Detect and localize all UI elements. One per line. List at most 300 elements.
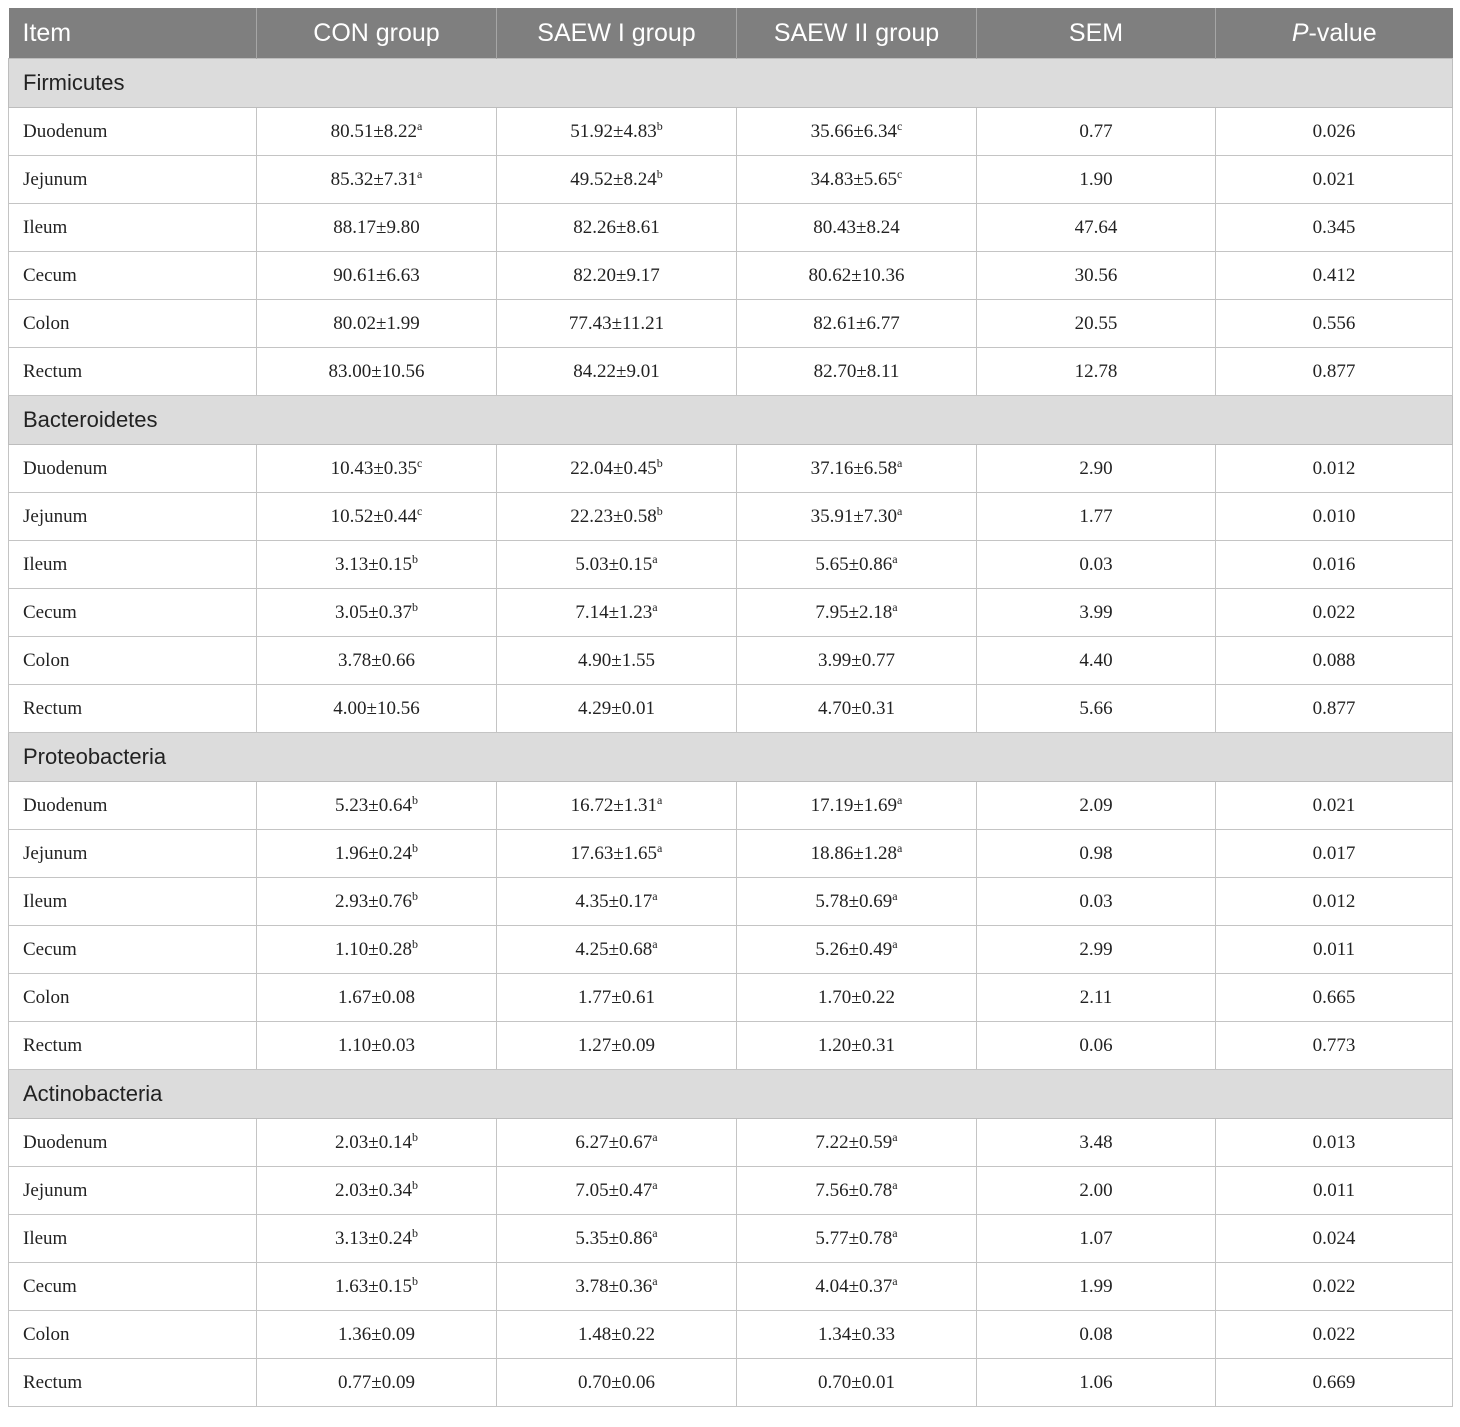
significance-letter: b [411,551,418,566]
header-saew-1-group: SAEW I group [497,8,737,59]
cell-item: Duodenum [9,108,257,156]
cell-value: 7.56±0.78 [815,1179,893,1201]
cell-item: Jejunum [9,830,257,878]
cell-item: Duodenum [9,782,257,830]
cell-sem: 4.40 [977,637,1216,685]
cell-sem: 20.55 [977,300,1216,348]
cell-p-value: 0.021 [1216,782,1453,830]
cell-saew-2 [737,685,977,733]
cell-saew-1 [497,156,737,204]
significance-letter: b [656,503,663,518]
cell-saew-1 [497,1167,737,1215]
table-row [9,348,1453,396]
cell-value: 84.22±9.01 [573,360,660,382]
cell-item: Colon [9,974,257,1022]
data-table-container [8,8,1452,1407]
cell-value: 1.48±0.22 [578,1323,655,1345]
cell-item: Jejunum [9,1167,257,1215]
significance-letter: a [892,551,898,566]
cell-value: 2.03±0.34 [335,1179,412,1201]
cell-p-value: 0.012 [1216,878,1453,926]
cell-saew-1 [497,685,737,733]
cell-p-value: 0.345 [1216,204,1453,252]
cell-item: Duodenum [9,1119,257,1167]
header-p-italic: P [1291,18,1309,47]
table-row [9,830,1453,878]
header-con-group: CON group [257,8,497,59]
significance-letter: b [411,888,418,903]
significance-letter: a [652,551,658,566]
table-row [9,1022,1453,1070]
cell-sem: 30.56 [977,252,1216,300]
cell-sem: 1.77 [977,493,1216,541]
cell-con [257,926,497,974]
cell-saew-1 [497,974,737,1022]
cell-item: Cecum [9,926,257,974]
cell-value: 22.04±0.45 [570,457,657,479]
cell-con [257,974,497,1022]
group-name: Proteobacteria [9,733,1453,782]
cell-value: 1.10±0.28 [335,938,412,960]
cell-sem: 2.11 [977,974,1216,1022]
cell-value: 1.63±0.15 [335,1275,412,1297]
significance-letter: a [897,840,903,855]
cell-saew-1 [497,252,737,300]
cell-value: 3.13±0.15 [335,553,412,575]
table-row [9,1215,1453,1263]
cell-sem: 2.09 [977,782,1216,830]
cell-value: 4.04±0.37 [815,1275,893,1297]
cell-value: 22.23±0.58 [570,505,657,527]
cell-value: 2.93±0.76 [335,890,412,912]
cell-sem: 1.07 [977,1215,1216,1263]
cell-saew-1 [497,1215,737,1263]
cell-p-value: 0.016 [1216,541,1453,589]
cell-sem: 3.99 [977,589,1216,637]
table-row [9,1311,1453,1359]
cell-saew-2 [737,1022,977,1070]
significance-letter: b [656,455,663,470]
significance-letter: b [411,1177,418,1192]
cell-item: Duodenum [9,445,257,493]
cell-saew-1 [497,637,737,685]
cell-saew-1 [497,1119,737,1167]
cell-value: 0.70±0.06 [578,1371,655,1393]
cell-p-value: 0.017 [1216,830,1453,878]
cell-con [257,589,497,637]
cell-con [257,1215,497,1263]
cell-p-value: 0.412 [1216,252,1453,300]
data-table [8,8,1453,1407]
table-row [9,108,1453,156]
cell-value: 83.00±10.56 [328,360,425,382]
cell-value: 3.78±0.66 [338,649,415,671]
cell-value: 37.16±6.58 [810,457,898,479]
cell-value: 5.03±0.15 [575,553,653,575]
cell-saew-2 [737,1215,977,1263]
cell-value: 82.70±8.11 [813,360,900,382]
group-name: Bacteroidetes [9,396,1453,445]
header-p-suffix: -value [1308,18,1377,47]
cell-sem: 1.99 [977,1263,1216,1311]
cell-saew-1 [497,926,737,974]
significance-letter: b [411,599,418,614]
cell-p-value: 0.556 [1216,300,1453,348]
significance-letter: b [411,1225,418,1240]
cell-value: 1.96±0.24 [335,842,412,864]
cell-sem: 0.98 [977,830,1216,878]
group-header-row [9,59,1453,108]
cell-saew-1 [497,1311,737,1359]
cell-p-value: 0.013 [1216,1119,1453,1167]
cell-sem: 1.90 [977,156,1216,204]
table-row [9,1119,1453,1167]
significance-letter: b [411,1129,418,1144]
cell-p-value: 0.669 [1216,1359,1453,1407]
significance-letter: c [417,503,423,518]
group-name: Actinobacteria [9,1070,1453,1119]
cell-con [257,204,497,252]
cell-value: 80.51±8.22 [330,120,418,142]
cell-saew-1 [497,589,737,637]
cell-sem: 0.77 [977,108,1216,156]
cell-value: 5.65±0.86 [815,553,893,575]
cell-value: 5.26±0.49 [815,938,893,960]
cell-con [257,685,497,733]
cell-item: Ileum [9,541,257,589]
cell-value: 4.29±0.01 [578,697,655,719]
cell-value: 3.78±0.36 [575,1275,653,1297]
cell-saew-1 [497,1263,737,1311]
cell-saew-2 [737,156,977,204]
cell-value: 5.23±0.64 [335,794,412,816]
cell-sem: 0.03 [977,541,1216,589]
significance-letter: a [652,888,658,903]
significance-letter: a [652,1225,658,1240]
significance-letter: b [411,936,418,951]
cell-saew-1 [497,108,737,156]
cell-p-value: 0.088 [1216,637,1453,685]
table-row [9,878,1453,926]
cell-value: 34.83±5.65 [810,168,898,190]
cell-value: 5.78±0.69 [815,890,893,912]
significance-letter: a [417,166,423,181]
cell-item: Colon [9,1311,257,1359]
cell-saew-2 [737,300,977,348]
cell-con [257,493,497,541]
cell-saew-2 [737,830,977,878]
cell-item: Cecum [9,1263,257,1311]
group-header-row [9,733,1453,782]
cell-item: Colon [9,637,257,685]
cell-value: 88.17±9.80 [333,216,420,238]
cell-p-value: 0.877 [1216,348,1453,396]
cell-value: 82.20±9.17 [573,264,660,286]
table-row [9,974,1453,1022]
cell-value: 35.66±6.34 [810,120,898,142]
significance-letter: a [652,599,658,614]
cell-value: 4.00±10.56 [333,697,420,719]
cell-value: 1.27±0.09 [578,1034,655,1056]
header-item: Item [9,8,257,59]
significance-letter: a [417,118,423,133]
significance-letter: a [892,1273,898,1288]
cell-value: 3.13±0.24 [335,1227,412,1249]
cell-p-value: 0.012 [1216,445,1453,493]
significance-letter: c [897,118,903,133]
cell-value: 3.99±0.77 [818,649,895,671]
table-row [9,252,1453,300]
cell-p-value: 0.665 [1216,974,1453,1022]
cell-saew-2 [737,974,977,1022]
cell-saew-1 [497,1022,737,1070]
cell-con [257,1022,497,1070]
cell-value: 17.19±1.69 [810,794,898,816]
cell-saew-2 [737,926,977,974]
cell-value: 5.77±0.78 [815,1227,893,1249]
cell-saew-2 [737,589,977,637]
table-row [9,445,1453,493]
cell-con [257,830,497,878]
cell-value: 80.43±8.24 [813,216,900,238]
cell-con [257,300,497,348]
significance-letter: b [656,118,663,133]
cell-sem: 47.64 [977,204,1216,252]
significance-letter: a [652,1129,658,1144]
table-row [9,1359,1453,1407]
table-row [9,300,1453,348]
cell-item: Rectum [9,685,257,733]
cell-value: 0.70±0.01 [818,1371,895,1393]
cell-value: 7.22±0.59 [815,1131,893,1153]
significance-letter: b [411,840,418,855]
cell-saew-2 [737,637,977,685]
cell-con [257,541,497,589]
cell-con [257,878,497,926]
cell-saew-2 [737,1359,977,1407]
cell-saew-1 [497,445,737,493]
cell-value: 1.77±0.61 [578,986,655,1008]
cell-item: Jejunum [9,493,257,541]
cell-con [257,156,497,204]
significance-letter: a [657,792,663,807]
cell-saew-1 [497,878,737,926]
group-name: Firmicutes [9,59,1453,108]
cell-value: 77.43±11.21 [568,312,665,334]
table-row [9,685,1453,733]
cell-item: Ileum [9,878,257,926]
cell-sem: 2.00 [977,1167,1216,1215]
cell-value: 1.10±0.03 [338,1034,415,1056]
cell-con [257,1263,497,1311]
cell-con [257,637,497,685]
cell-item: Cecum [9,589,257,637]
cell-sem: 0.08 [977,1311,1216,1359]
cell-value: 1.70±0.22 [818,986,895,1008]
significance-letter: a [892,1177,898,1192]
cell-value: 1.20±0.31 [818,1034,895,1056]
cell-value: 1.36±0.09 [338,1323,415,1345]
cell-value: 10.43±0.35 [330,457,418,479]
cell-value: 18.86±1.28 [810,842,898,864]
significance-letter: b [411,792,418,807]
cell-saew-1 [497,830,737,878]
cell-value: 82.61±6.77 [813,312,900,334]
cell-item: Ileum [9,204,257,252]
cell-p-value: 0.011 [1216,1167,1453,1215]
significance-letter: a [657,840,663,855]
cell-value: 7.14±1.23 [575,601,653,623]
cell-saew-1 [497,493,737,541]
cell-value: 3.05±0.37 [335,601,412,623]
significance-letter: b [411,1273,418,1288]
cell-value: 4.25±0.68 [575,938,653,960]
significance-letter: c [897,166,903,181]
cell-p-value: 0.022 [1216,1263,1453,1311]
cell-saew-2 [737,445,977,493]
significance-letter: a [897,503,903,518]
cell-sem: 0.03 [977,878,1216,926]
cell-saew-2 [737,348,977,396]
cell-con [257,1359,497,1407]
cell-sem: 2.99 [977,926,1216,974]
table-header [9,8,1453,59]
cell-saew-1 [497,204,737,252]
cell-value: 80.02±1.99 [333,312,420,334]
cell-sem: 12.78 [977,348,1216,396]
cell-p-value: 0.773 [1216,1022,1453,1070]
cell-value: 7.95±2.18 [815,601,893,623]
cell-saew-2 [737,1167,977,1215]
cell-item: Rectum [9,1359,257,1407]
significance-letter: a [897,792,903,807]
cell-con [257,782,497,830]
cell-sem: 2.90 [977,445,1216,493]
cell-con [257,1119,497,1167]
cell-value: 0.77±0.09 [338,1371,415,1393]
significance-letter: c [417,455,423,470]
cell-saew-1 [497,541,737,589]
significance-letter: a [892,936,898,951]
significance-letter: a [892,599,898,614]
significance-letter: a [892,1225,898,1240]
cell-saew-2 [737,541,977,589]
cell-item: Rectum [9,348,257,396]
cell-value: 82.26±8.61 [573,216,660,238]
cell-value: 49.52±8.24 [570,168,657,190]
cell-saew-1 [497,300,737,348]
significance-letter: a [652,1177,658,1192]
table-row [9,204,1453,252]
cell-item: Cecum [9,252,257,300]
group-header-row [9,1070,1453,1119]
significance-letter: b [656,166,663,181]
cell-saew-1 [497,1359,737,1407]
significance-letter: a [892,1129,898,1144]
cell-value: 4.70±0.31 [818,697,895,719]
cell-saew-2 [737,782,977,830]
table-row [9,926,1453,974]
cell-con [257,1311,497,1359]
cell-p-value: 0.022 [1216,1311,1453,1359]
header-row [9,8,1453,59]
cell-sem: 0.06 [977,1022,1216,1070]
cell-p-value: 0.021 [1216,156,1453,204]
cell-saew-2 [737,108,977,156]
cell-p-value: 0.022 [1216,589,1453,637]
cell-p-value: 0.011 [1216,926,1453,974]
cell-p-value: 0.024 [1216,1215,1453,1263]
group-header-row [9,396,1453,445]
cell-value: 5.35±0.86 [575,1227,653,1249]
header-saew-2-group: SAEW II group [737,8,977,59]
cell-item: Rectum [9,1022,257,1070]
table-row [9,637,1453,685]
cell-item: Ileum [9,1215,257,1263]
cell-p-value: 0.010 [1216,493,1453,541]
cell-saew-2 [737,1263,977,1311]
header-sem: SEM [977,8,1216,59]
cell-value: 35.91±7.30 [810,505,898,527]
cell-con [257,108,497,156]
cell-saew-2 [737,493,977,541]
cell-sem: 1.06 [977,1359,1216,1407]
cell-saew-2 [737,252,977,300]
significance-letter: a [652,1273,658,1288]
table-row [9,589,1453,637]
cell-item: Colon [9,300,257,348]
cell-p-value: 0.877 [1216,685,1453,733]
cell-item: Jejunum [9,156,257,204]
cell-saew-2 [737,1119,977,1167]
cell-p-value: 0.026 [1216,108,1453,156]
table-row [9,1263,1453,1311]
significance-letter: a [652,936,658,951]
cell-value: 7.05±0.47 [575,1179,653,1201]
cell-con [257,348,497,396]
cell-con [257,252,497,300]
table-row [9,782,1453,830]
cell-con [257,445,497,493]
cell-con [257,1167,497,1215]
cell-value: 51.92±4.83 [570,120,657,142]
table-row [9,156,1453,204]
header-p-value [1216,8,1453,59]
cell-value: 6.27±0.67 [575,1131,653,1153]
cell-value: 4.90±1.55 [578,649,655,671]
cell-value: 4.35±0.17 [575,890,653,912]
cell-value: 1.67±0.08 [338,986,415,1008]
cell-sem: 3.48 [977,1119,1216,1167]
cell-value: 1.34±0.33 [818,1323,895,1345]
table-row [9,1167,1453,1215]
cell-saew-1 [497,348,737,396]
cell-saew-1 [497,782,737,830]
cell-value: 10.52±0.44 [330,505,418,527]
significance-letter: a [892,888,898,903]
cell-value: 90.61±6.63 [333,264,420,286]
cell-value: 16.72±1.31 [570,794,658,816]
cell-saew-2 [737,878,977,926]
cell-value: 2.03±0.14 [335,1131,412,1153]
cell-value: 85.32±7.31 [330,168,418,190]
table-row [9,541,1453,589]
cell-value: 17.63±1.65 [570,842,658,864]
cell-saew-2 [737,1311,977,1359]
cell-saew-2 [737,204,977,252]
cell-sem: 5.66 [977,685,1216,733]
cell-value: 80.62±10.36 [808,264,905,286]
